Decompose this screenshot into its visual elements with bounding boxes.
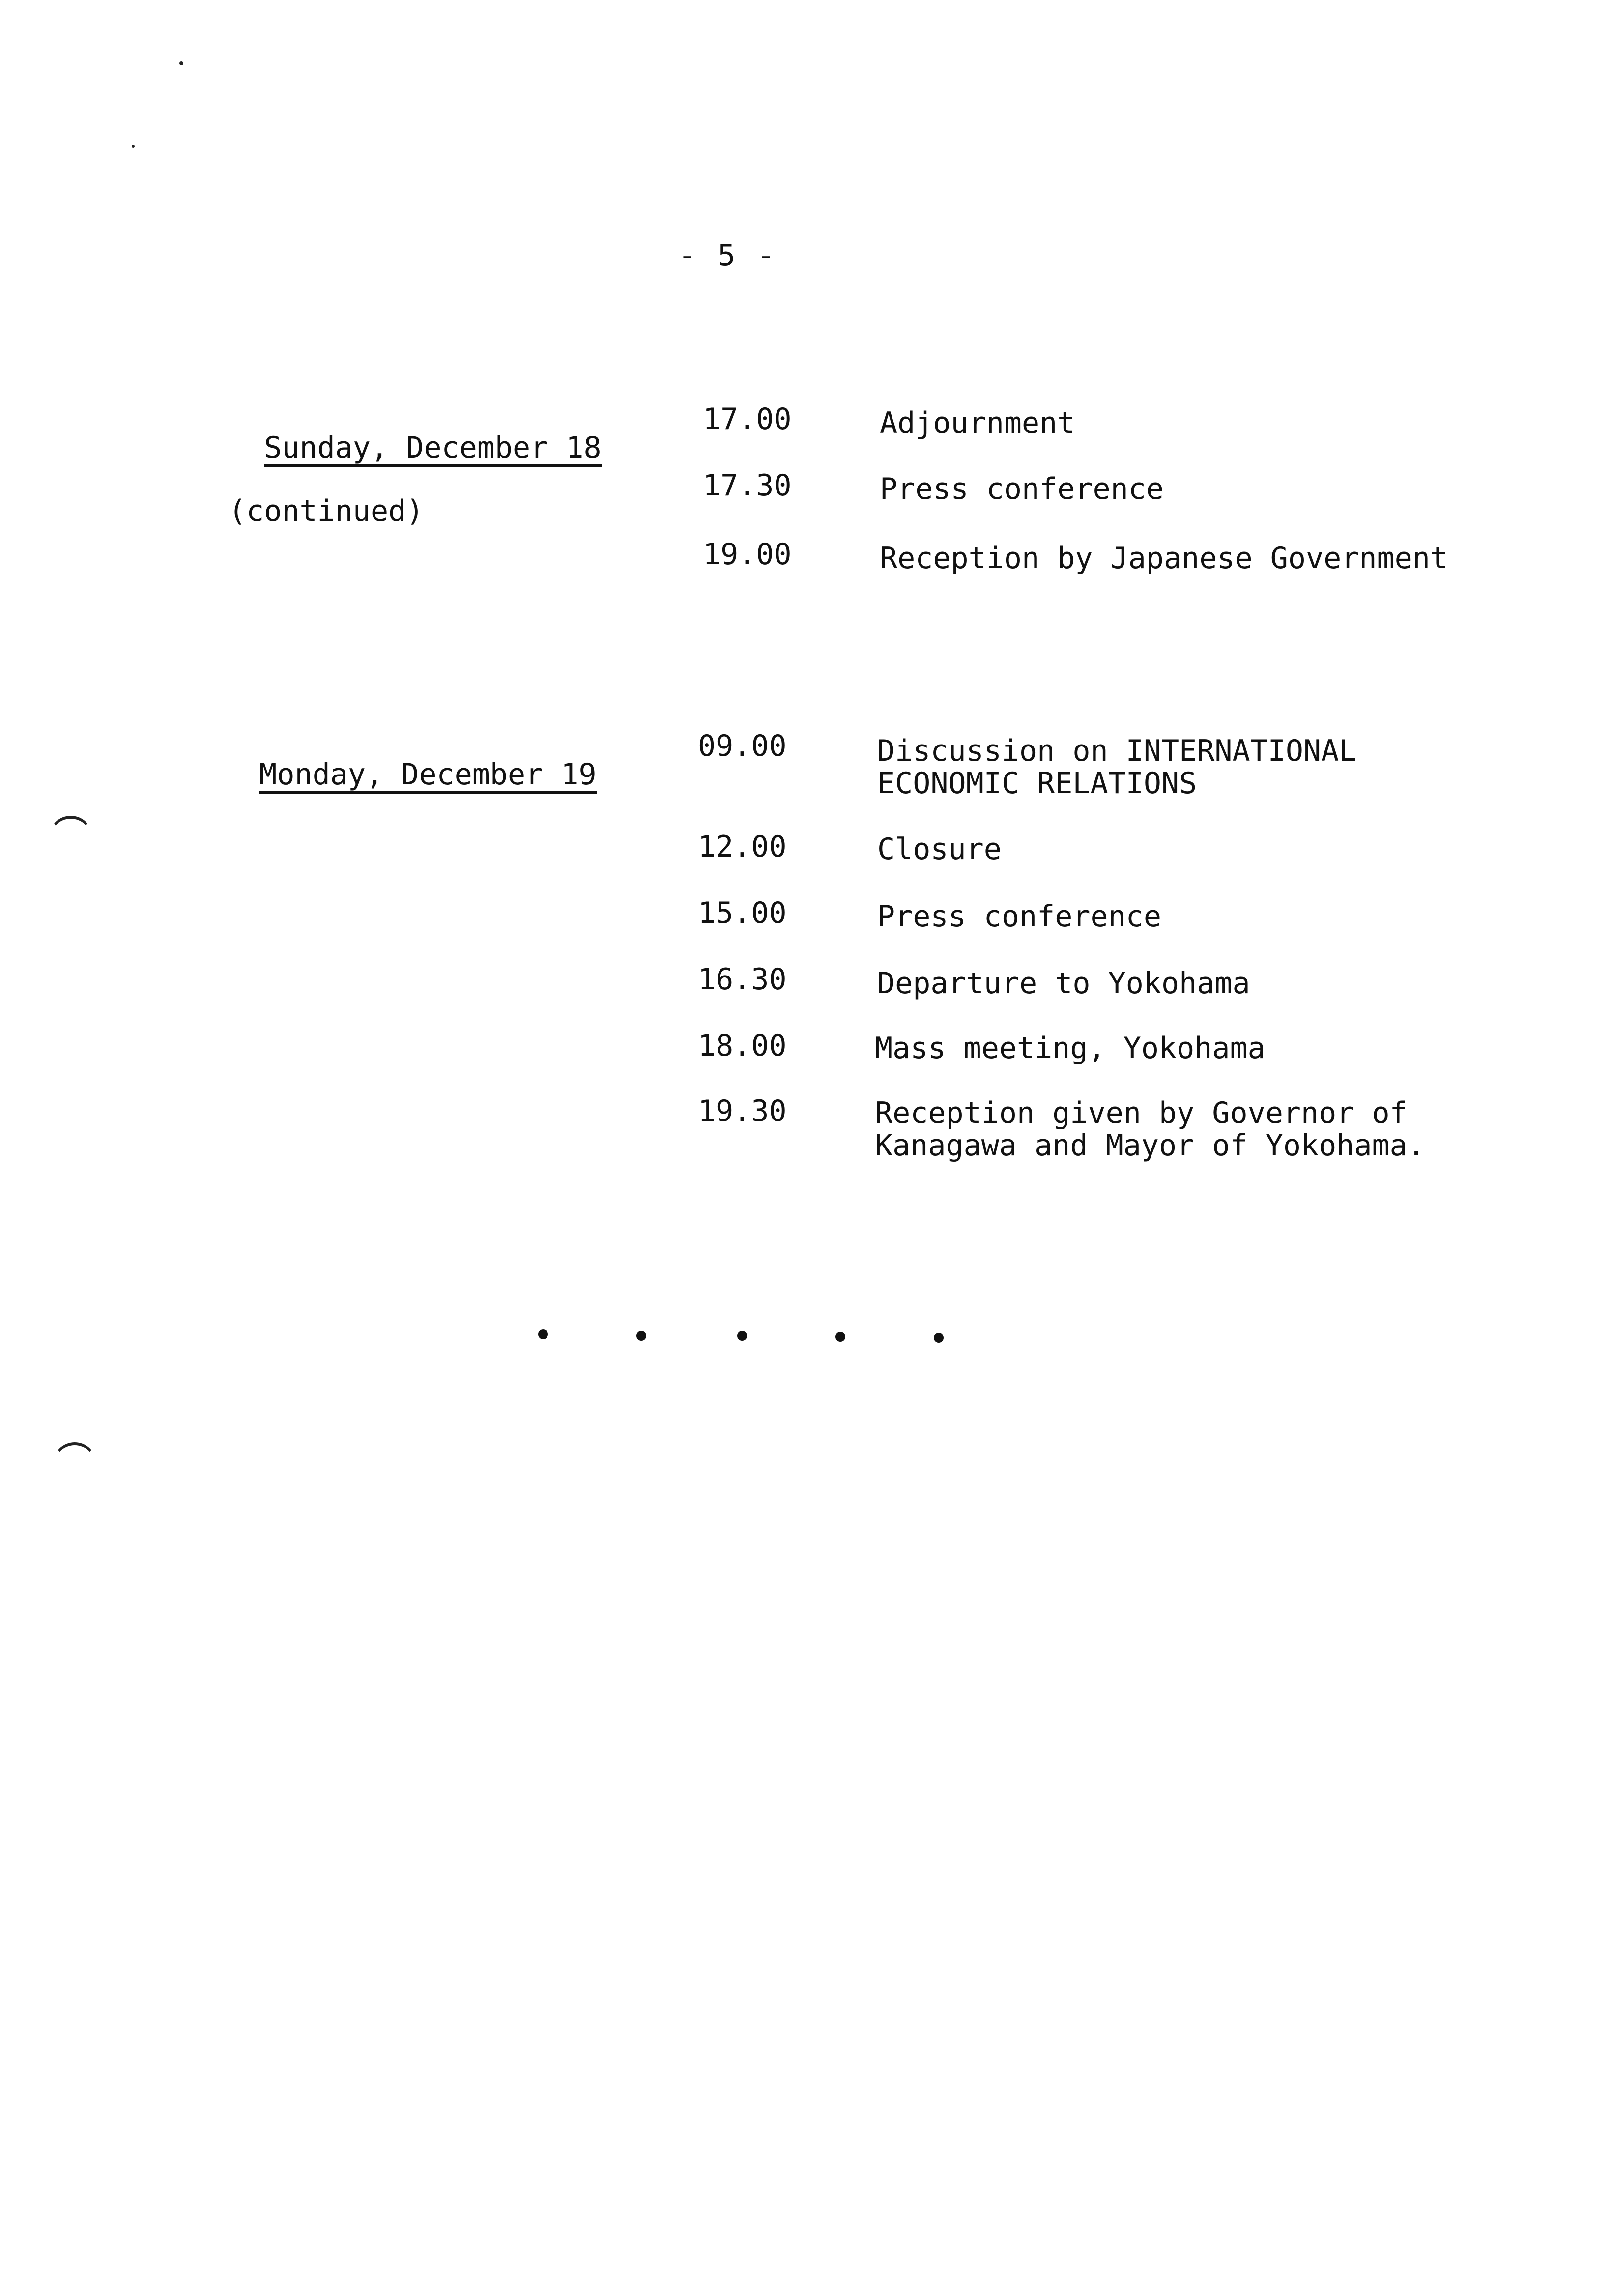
entry-time: 09.00 bbox=[698, 729, 787, 763]
entry-time: 18.00 bbox=[698, 1029, 787, 1063]
entry-description: Reception by Japanese Government bbox=[880, 541, 1448, 575]
day-title: Monday, December 19 bbox=[259, 759, 596, 794]
entry-time: 16.30 bbox=[698, 962, 787, 997]
page-number: - 5 - bbox=[678, 238, 777, 273]
entry-time: 19.00 bbox=[703, 537, 792, 572]
entry-time: 15.00 bbox=[698, 896, 787, 930]
day-label-sunday bbox=[229, 401, 602, 558]
entry-description: Adjournment bbox=[880, 406, 1075, 440]
entry-description: Press conference bbox=[877, 899, 1161, 934]
separator-bullet bbox=[636, 1331, 646, 1341]
separator-bullet bbox=[934, 1333, 944, 1343]
entry-time: 19.30 bbox=[698, 1094, 787, 1128]
binder-hole-mark bbox=[49, 816, 92, 858]
entry-description: Discussion on INTERNATIONAL ECONOMIC RELATIONS bbox=[877, 734, 1357, 801]
binder-hole-mark bbox=[53, 1442, 96, 1485]
separator-bullet bbox=[835, 1332, 845, 1342]
scan-speck bbox=[179, 61, 183, 65]
separator-bullet bbox=[737, 1331, 747, 1341]
entry-description: Mass meeting, Yokohama bbox=[875, 1031, 1266, 1065]
day-title: Sunday, December 18 bbox=[264, 432, 601, 467]
entry-time: 17.00 bbox=[703, 402, 792, 436]
day-note: (continued) bbox=[229, 494, 424, 528]
entry-time: 12.00 bbox=[698, 830, 787, 864]
separator-bullet bbox=[538, 1329, 548, 1339]
entry-description: Press conference bbox=[880, 472, 1164, 506]
entry-time: 17.30 bbox=[703, 468, 792, 503]
scan-speck bbox=[132, 145, 135, 148]
entry-description: Departure to Yokohama bbox=[877, 966, 1250, 1001]
entry-description: Closure bbox=[877, 832, 1002, 866]
day-label-monday bbox=[224, 727, 597, 794]
entry-description: Reception given by Governor of Kanagawa and Mayor of Yokohama. bbox=[875, 1096, 1425, 1163]
